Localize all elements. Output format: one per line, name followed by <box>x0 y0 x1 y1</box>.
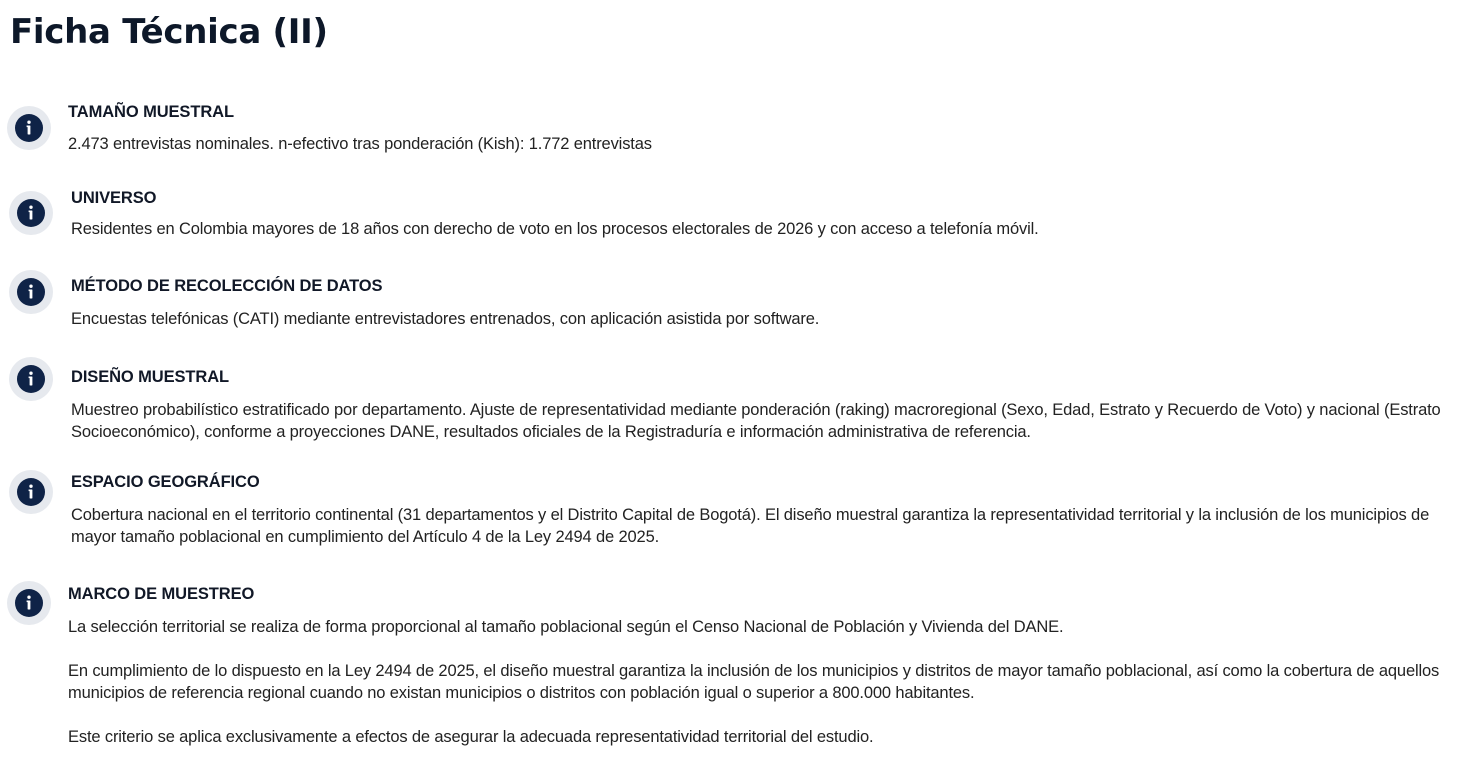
section-title: TAMAÑO MUESTRAL <box>68 103 234 121</box>
section-title: UNIVERSO <box>71 189 157 207</box>
section-body <box>71 504 1461 548</box>
section-paragraph: Este criterio se aplica exclusivamente a efectos de asegurar la adecuada representatividad territorial del estudio. <box>68 728 874 746</box>
section-paragraph: Encuestas telefónicas (CATI) mediante entrevistadores entrenados, con aplicación asistida por software. <box>71 310 820 328</box>
section-body <box>68 133 1448 155</box>
section-body <box>71 218 1451 240</box>
info-icon <box>9 191 53 235</box>
section-paragraph: 2.473 entrevistas nominales. n-efectivo tras ponderación (Kish): 1.772 entrevistas <box>68 135 652 153</box>
info-icon <box>9 357 53 401</box>
section-paragraph: Muestreo probabilístico estratificado por departamento. Ajuste de representatividad mediante ponderación (raking) macroregional (Sexo, Edad, Estrato y Recuerdo de Voto) y nacional (Estrato Socioeconómico), conforme a proyecciones DANE, resultados oficiales de la Registraduría e información administrativa de referencia. <box>71 401 1441 441</box>
section-title: DISEÑO MUESTRAL <box>71 368 230 386</box>
info-icon <box>9 270 53 314</box>
section-title: ESPACIO GEOGRÁFICO <box>71 473 260 491</box>
section-body <box>71 399 1456 443</box>
section-paragraph: La selección territorial se realiza de forma proporcional al tamaño poblacional según el Censo Nacional de Población y Vivienda del DANE. <box>68 618 1064 636</box>
section-title: MARCO DE MUESTREO <box>68 585 255 603</box>
section-body <box>68 616 1453 748</box>
info-icon <box>7 581 51 625</box>
section-title: MÉTODO DE RECOLECCIÓN DE DATOS <box>71 277 383 295</box>
section-paragraph: Residentes en Colombia mayores de 18 años con derecho de voto en los procesos electorales de 2026 y con acceso a telefonía móvil. <box>71 220 1039 238</box>
info-icon <box>7 106 51 150</box>
section-paragraph: En cumplimiento de lo dispuesto en la Ley 2494 de 2025, el diseño muestral garantiza la inclusión de los municipios y distritos de mayor tamaño poblacional, así como la cobertura de aquellos municipios de referencia regional cuando no existan municipios o distritos con población igual o superior a 800.000 habitantes. <box>68 662 1440 702</box>
info-icon <box>9 470 53 514</box>
section-paragraph: Cobertura nacional en el territorio continental (31 departamentos y el Distrito Capital de Bogotá). El diseño muestral garantiza la representatividad territorial y la inclusión de los municipios de mayor tamaño poblacional en cumplimiento del Artículo 4 de la Ley 2494 de 2025. <box>71 506 1430 546</box>
page-title: Ficha Técnica (II) <box>10 12 328 52</box>
section-body <box>71 308 1451 330</box>
